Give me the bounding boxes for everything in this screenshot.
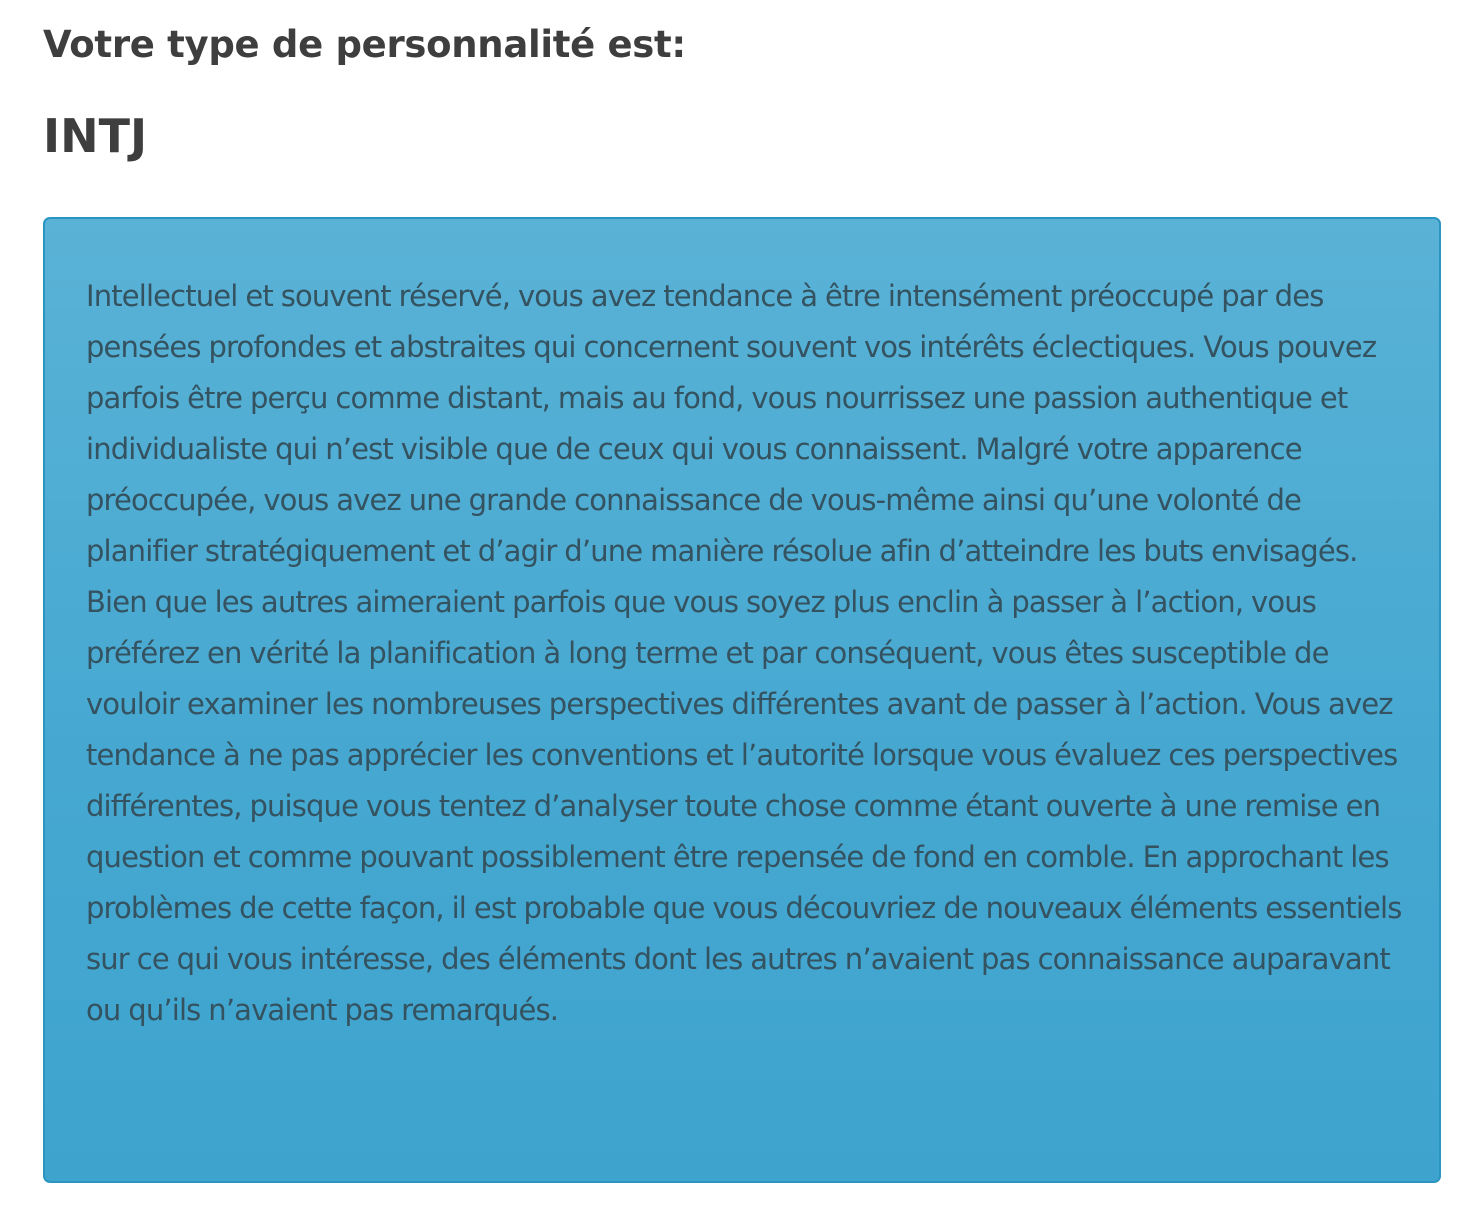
- result-heading: Votre type de personnalité est:: [43, 23, 686, 66]
- personality-type-code: INTJ: [43, 109, 148, 163]
- personality-description-text: Intellectuel et souvent réservé, vous avez tendance à être intensément préoccupé par des pensées profondes et abstraites qui concernent souvent vos intérêts éclectiques. Vous pouvez parfois être perçu comme distant, mais au fond, vous nourrissez une passion authentique et individualiste qui n’est visible que de ceux qui vous connaissent. Malgré votre apparence préoccupée, vous avez une grande connaissance de vous-même ainsi qu’une volonté de planifier stratégiquement et d’agir d’une manière résolue afin d’atteindre les buts envisagés. Bien que les autres aimeraient parfois que vous soyez plus enclin à passer à l’action, vous préférez en vérité la planification à long terme et par conséquent, vous êtes susceptible de vouloir examiner les nombreuses perspectives différentes avant de passer à l’action. Vous avez tendance à ne pas apprécier les conventions et l’autorité lorsque vous évaluez ces perspectives différentes, puisque vous tentez d’analyser toute chose comme étant ouverte à une remise en question et comme pouvant possiblement être repensée de fond en comble. En approchant les problèmes de cette façon, il est probable que vous découvriez de nouveaux éléments essentiels sur ce qui vous intéresse, des éléments dont les autres n’avaient pas connaissance auparavant ou qu’ils n’avaient pas remarqués.: [86, 279, 1402, 1027]
- personality-description-box: [43, 217, 1441, 1183]
